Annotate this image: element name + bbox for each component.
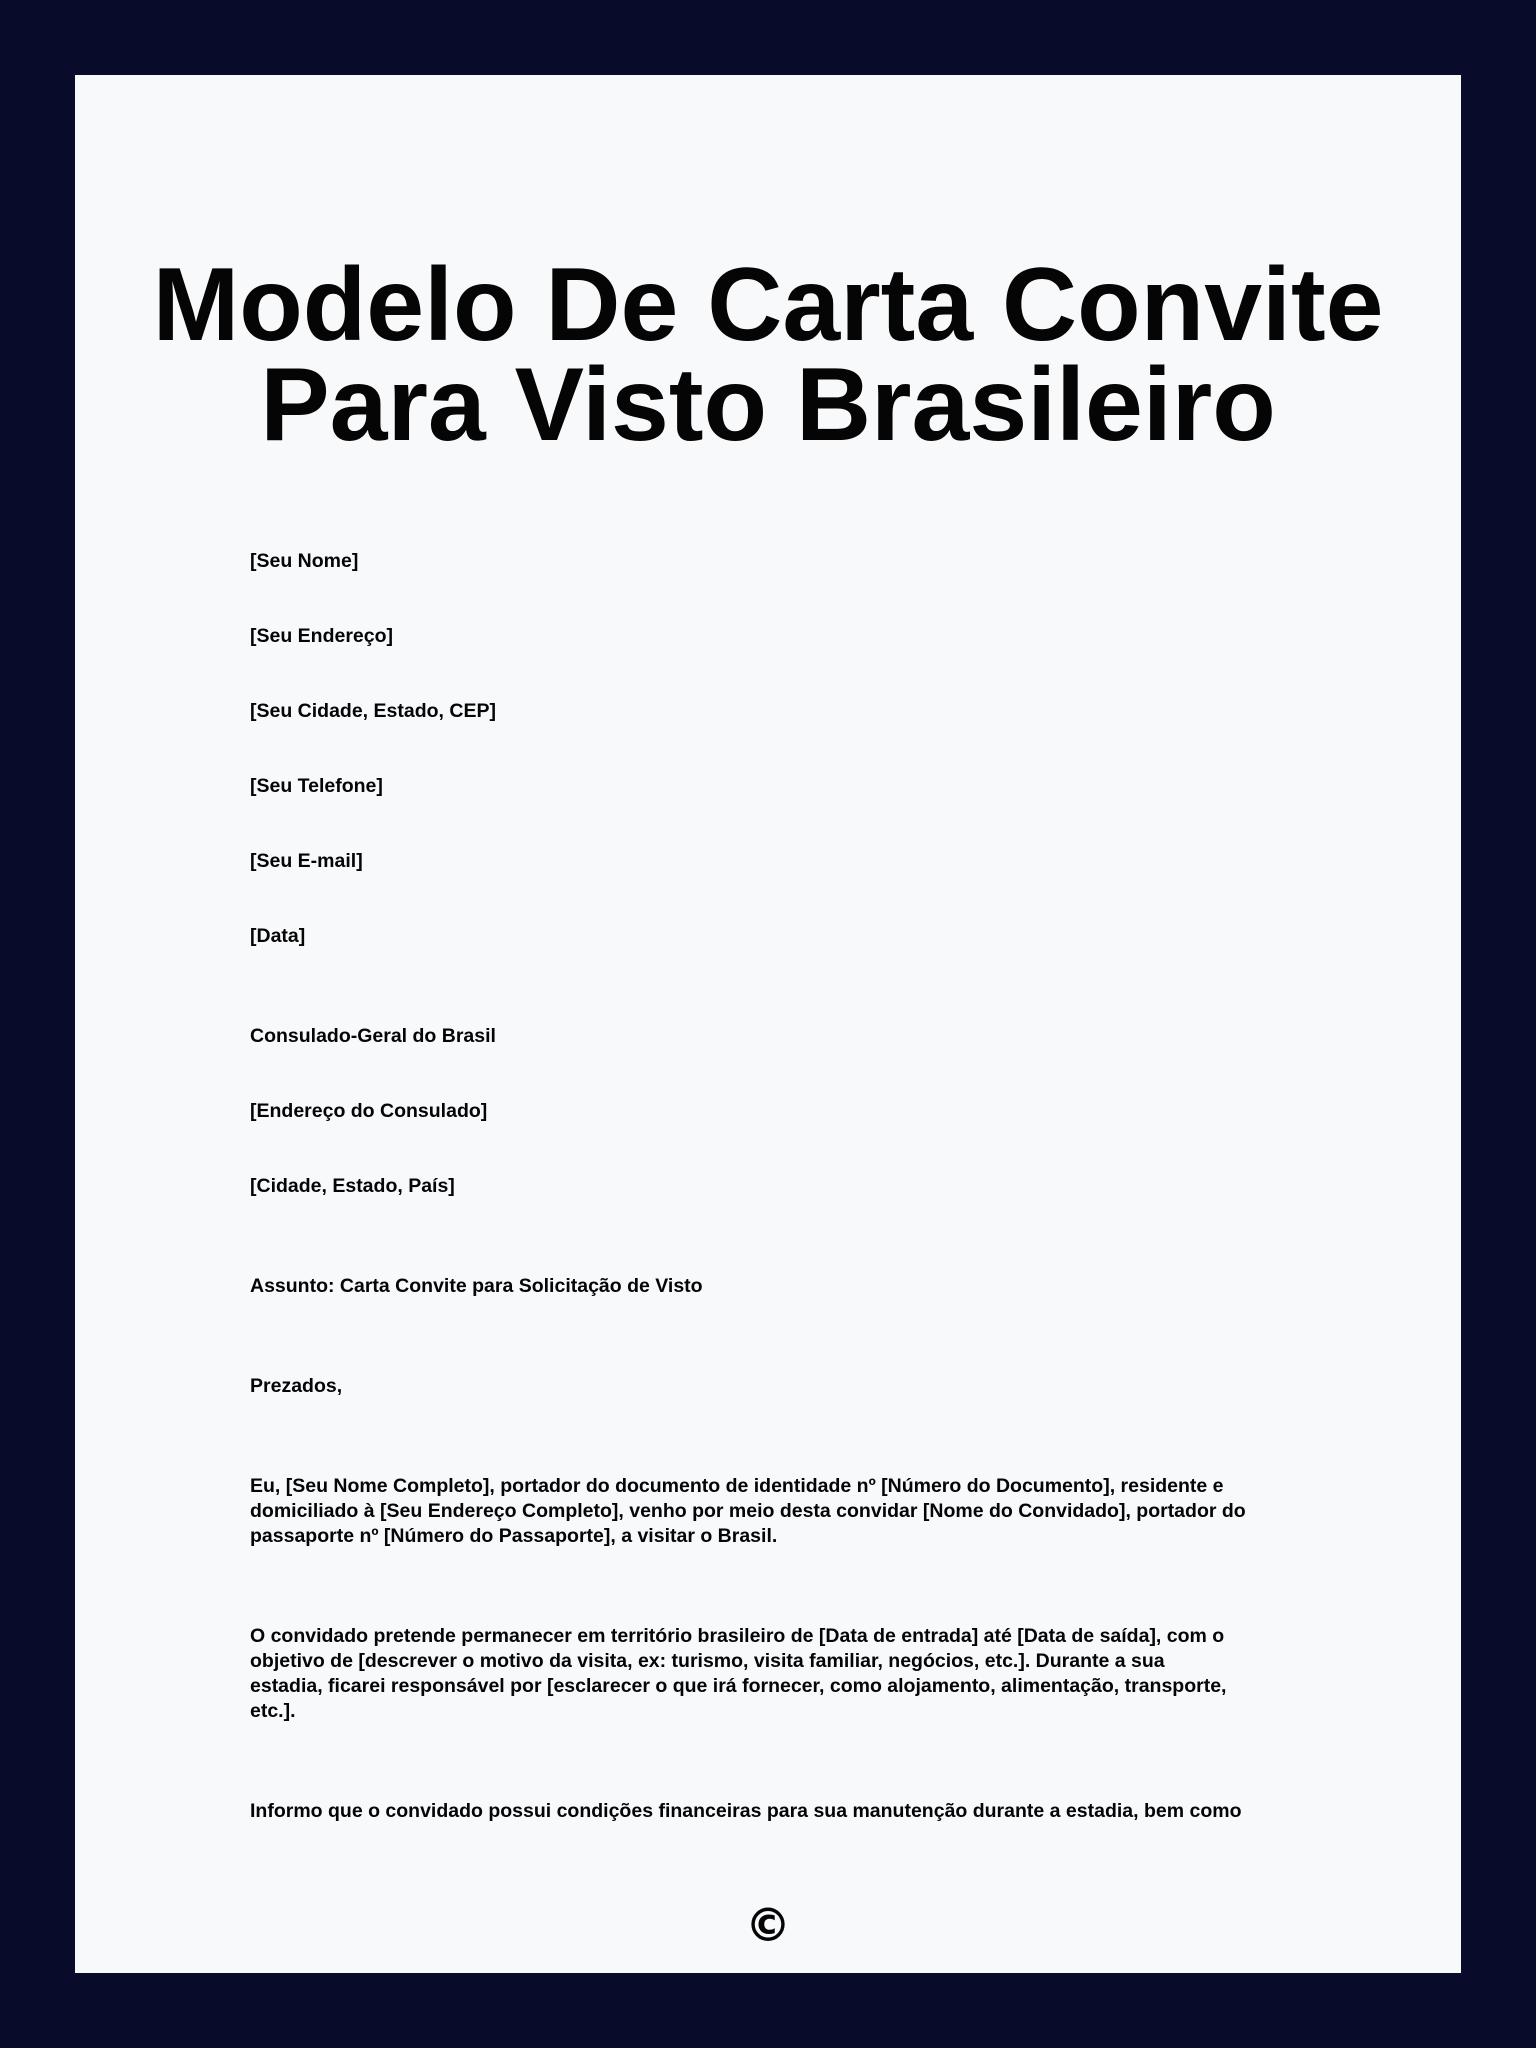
- title-line-2: Para Visto Brasileiro: [260, 347, 1276, 463]
- recipient-city-state-country: [Cidade, Estado, País]: [250, 1175, 455, 1197]
- letter-subject: Assunto: Carta Convite para Solicitação de Visto: [250, 1275, 703, 1297]
- sender-email: [Seu E-mail]: [250, 850, 363, 872]
- recipient-address: [Endereço do Consulado]: [250, 1100, 488, 1122]
- sender-phone: [Seu Telefone]: [250, 775, 383, 797]
- paragraph-financial: [250, 1799, 1241, 1824]
- paragraph-line: Informo que o convidado possui condições financeiras para sua manutenção durante a estadia, bem como: [250, 1800, 1242, 1822]
- sender-address: [Seu Endereço]: [250, 625, 394, 647]
- document-page: [75, 75, 1461, 1973]
- document-title: [75, 247, 1461, 463]
- paragraph-line: estadia, ficarei responsável por [esclarecer o que irá fornecer, como alojamento, alimentação, transporte,: [250, 1675, 1227, 1697]
- recipient-name: Consulado-Geral do Brasil: [250, 1025, 496, 1047]
- paragraph-line: Eu, [Seu Nome Completo], portador do documento de identidade nº [Número do Documento], residente e: [250, 1475, 1224, 1497]
- sender-name: [Seu Nome]: [250, 550, 359, 572]
- letter-date: [Data]: [250, 925, 306, 947]
- paragraph-invitation: [250, 1474, 1246, 1549]
- copyright-icon: ©: [745, 1898, 791, 1952]
- title-line-1: Modelo De Carta Convite: [152, 247, 1384, 363]
- paragraph-stay-details: [250, 1624, 1226, 1724]
- paragraph-line: etc.].: [250, 1700, 296, 1722]
- paragraph-line: O convidado pretende permanecer em território brasileiro de [Data de entrada] até [Data de saída], com o: [250, 1625, 1225, 1647]
- paragraph-line: passaporte nº [Número do Passaporte], a visitar o Brasil.: [250, 1525, 778, 1547]
- sender-city-state-zip: [Seu Cidade, Estado, CEP]: [250, 700, 496, 722]
- letter-greeting: Prezados,: [250, 1375, 343, 1397]
- paragraph-line: objetivo de [descrever o motivo da visita, ex: turismo, visita familiar, negócios, etc.]. Durante a sua: [250, 1650, 1165, 1672]
- paragraph-line: domiciliado à [Seu Endereço Completo], venho por meio desta convidar [Nome do Convidado], portador do: [250, 1500, 1246, 1522]
